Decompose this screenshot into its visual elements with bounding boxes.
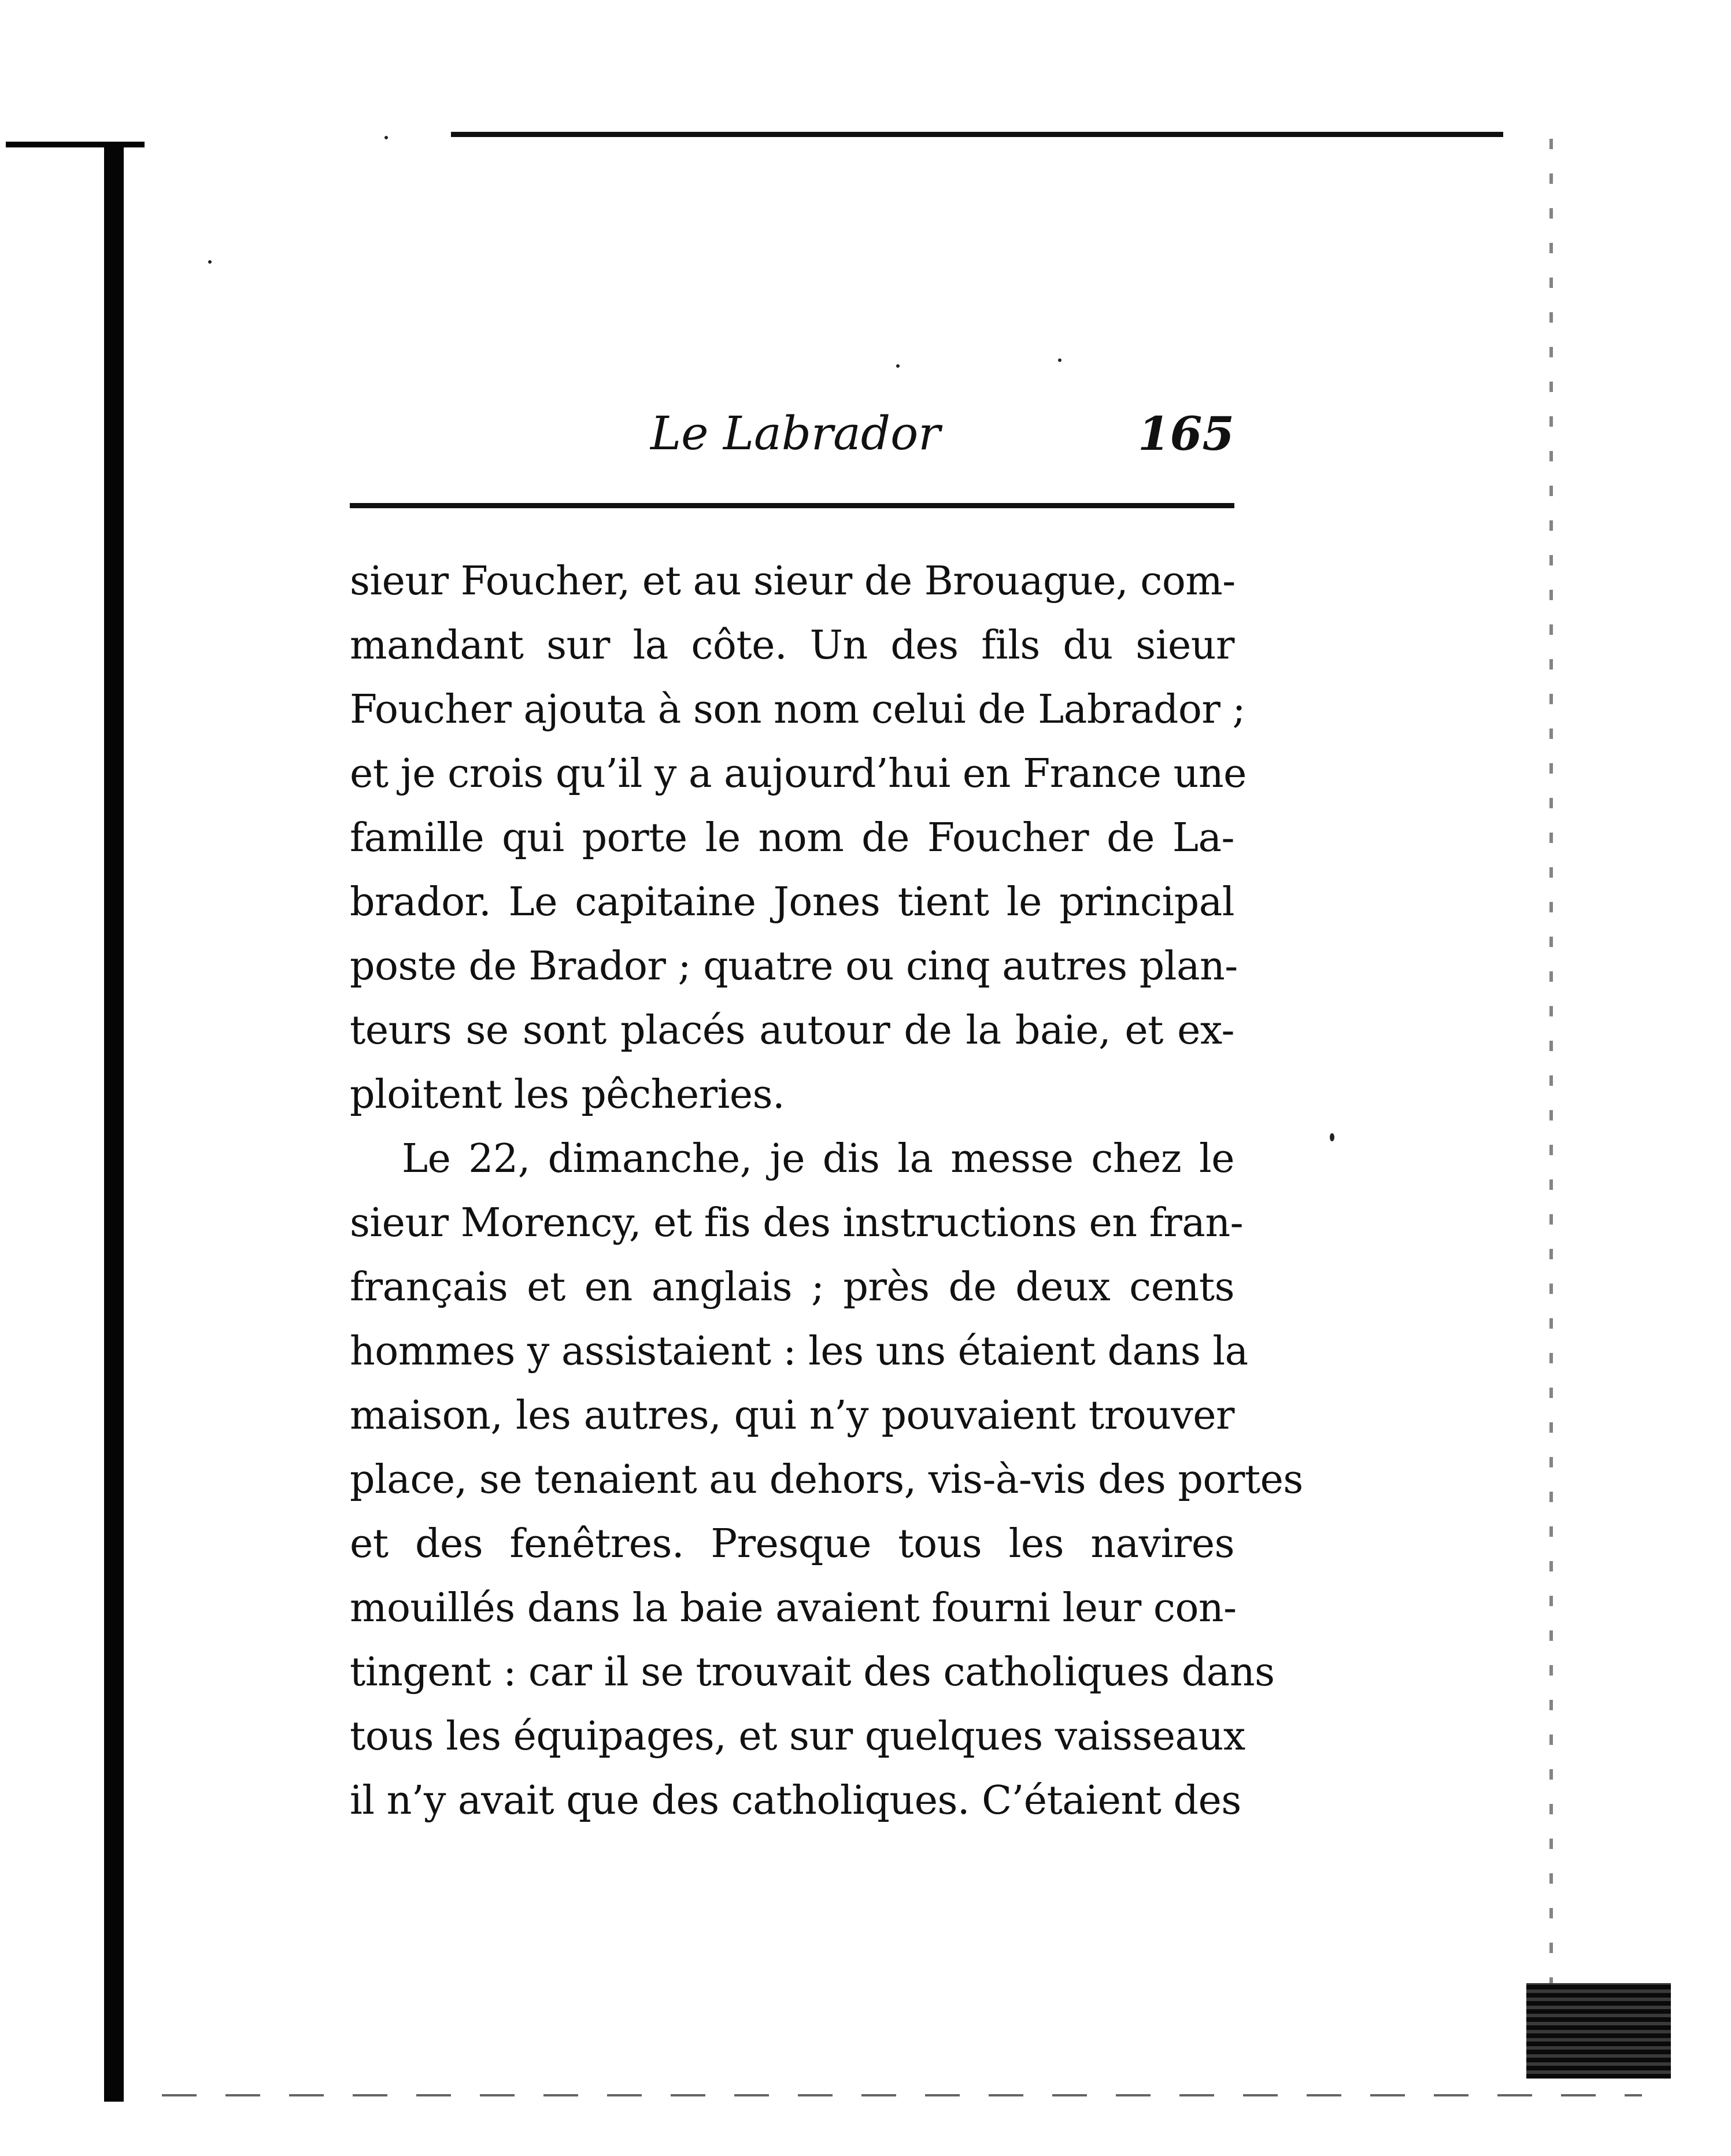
text-line: famille qui porte le nom de Foucher de La- <box>350 815 1234 861</box>
text-line: tous les équipages, et sur quelques vaisseaux <box>350 1714 1245 1759</box>
text-line: mandant sur la côte. Un des fils du sieur <box>350 623 1234 668</box>
text-line: place, se tenaient au dehors, vis-à-vis des portes <box>350 1457 1303 1503</box>
text-line: et des fenêtres. Presque tous les navires <box>350 1521 1234 1567</box>
scan-speck <box>384 136 388 139</box>
scan-bottom-edge <box>162 2094 1642 2096</box>
scan-speck <box>208 260 212 264</box>
scan-corner-noise <box>1526 1983 1671 2079</box>
text-line: Le 22, dimanche, je dis la messe chez le <box>402 1136 1234 1182</box>
text-line: ploitent les pêcheries. <box>350 1072 785 1118</box>
text-line: mouillés dans la baie avaient fourni leur con- <box>350 1585 1237 1631</box>
scan-speck <box>896 364 900 368</box>
text-line: poste de Brador ; quatre ou cinq autres plan- <box>350 944 1238 989</box>
text-line: sieur Morency, et fis des instructions en fran- <box>350 1200 1244 1246</box>
text-line: français et en anglais ; près de deux cents <box>350 1264 1234 1310</box>
text-line: Foucher ajouta à son nom celui de Labrador ; <box>350 687 1245 733</box>
paragraph <box>350 1127 1303 1833</box>
scan-top-edge <box>451 132 1503 137</box>
header-rule <box>350 503 1234 508</box>
scan-binding-edge <box>104 142 124 2102</box>
text-line: hommes y assistaient : les uns étaient dans la <box>350 1329 1248 1374</box>
text-line: brador. Le capitaine Jones tient le principal <box>350 879 1234 925</box>
text-line: il n’y avait que des catholiques. C’étaient des <box>350 1778 1241 1824</box>
page-number: 165 <box>1138 406 1234 461</box>
text-line: et je crois qu’il y a aujourd’hui en France une <box>350 751 1247 797</box>
scan-speck <box>1058 358 1061 362</box>
text-line: teurs se sont placés autour de la baie, et ex- <box>350 1008 1234 1053</box>
text-line: maison, les autres, qui n’y pouvaient trouver <box>350 1393 1234 1438</box>
paragraph <box>350 549 1247 1127</box>
text-line: tingent : car il se trouvait des catholiques dans <box>350 1650 1275 1695</box>
scan-speck <box>1330 1133 1334 1141</box>
scan-edge-mark <box>6 142 145 147</box>
running-head <box>350 405 1234 468</box>
text-line: sieur Foucher, et au sieur de Brouague, com- <box>350 559 1236 604</box>
scan-right-edge <box>1549 139 1553 1983</box>
body-text <box>350 549 1303 1833</box>
running-head-title: Le Labrador <box>650 406 941 460</box>
